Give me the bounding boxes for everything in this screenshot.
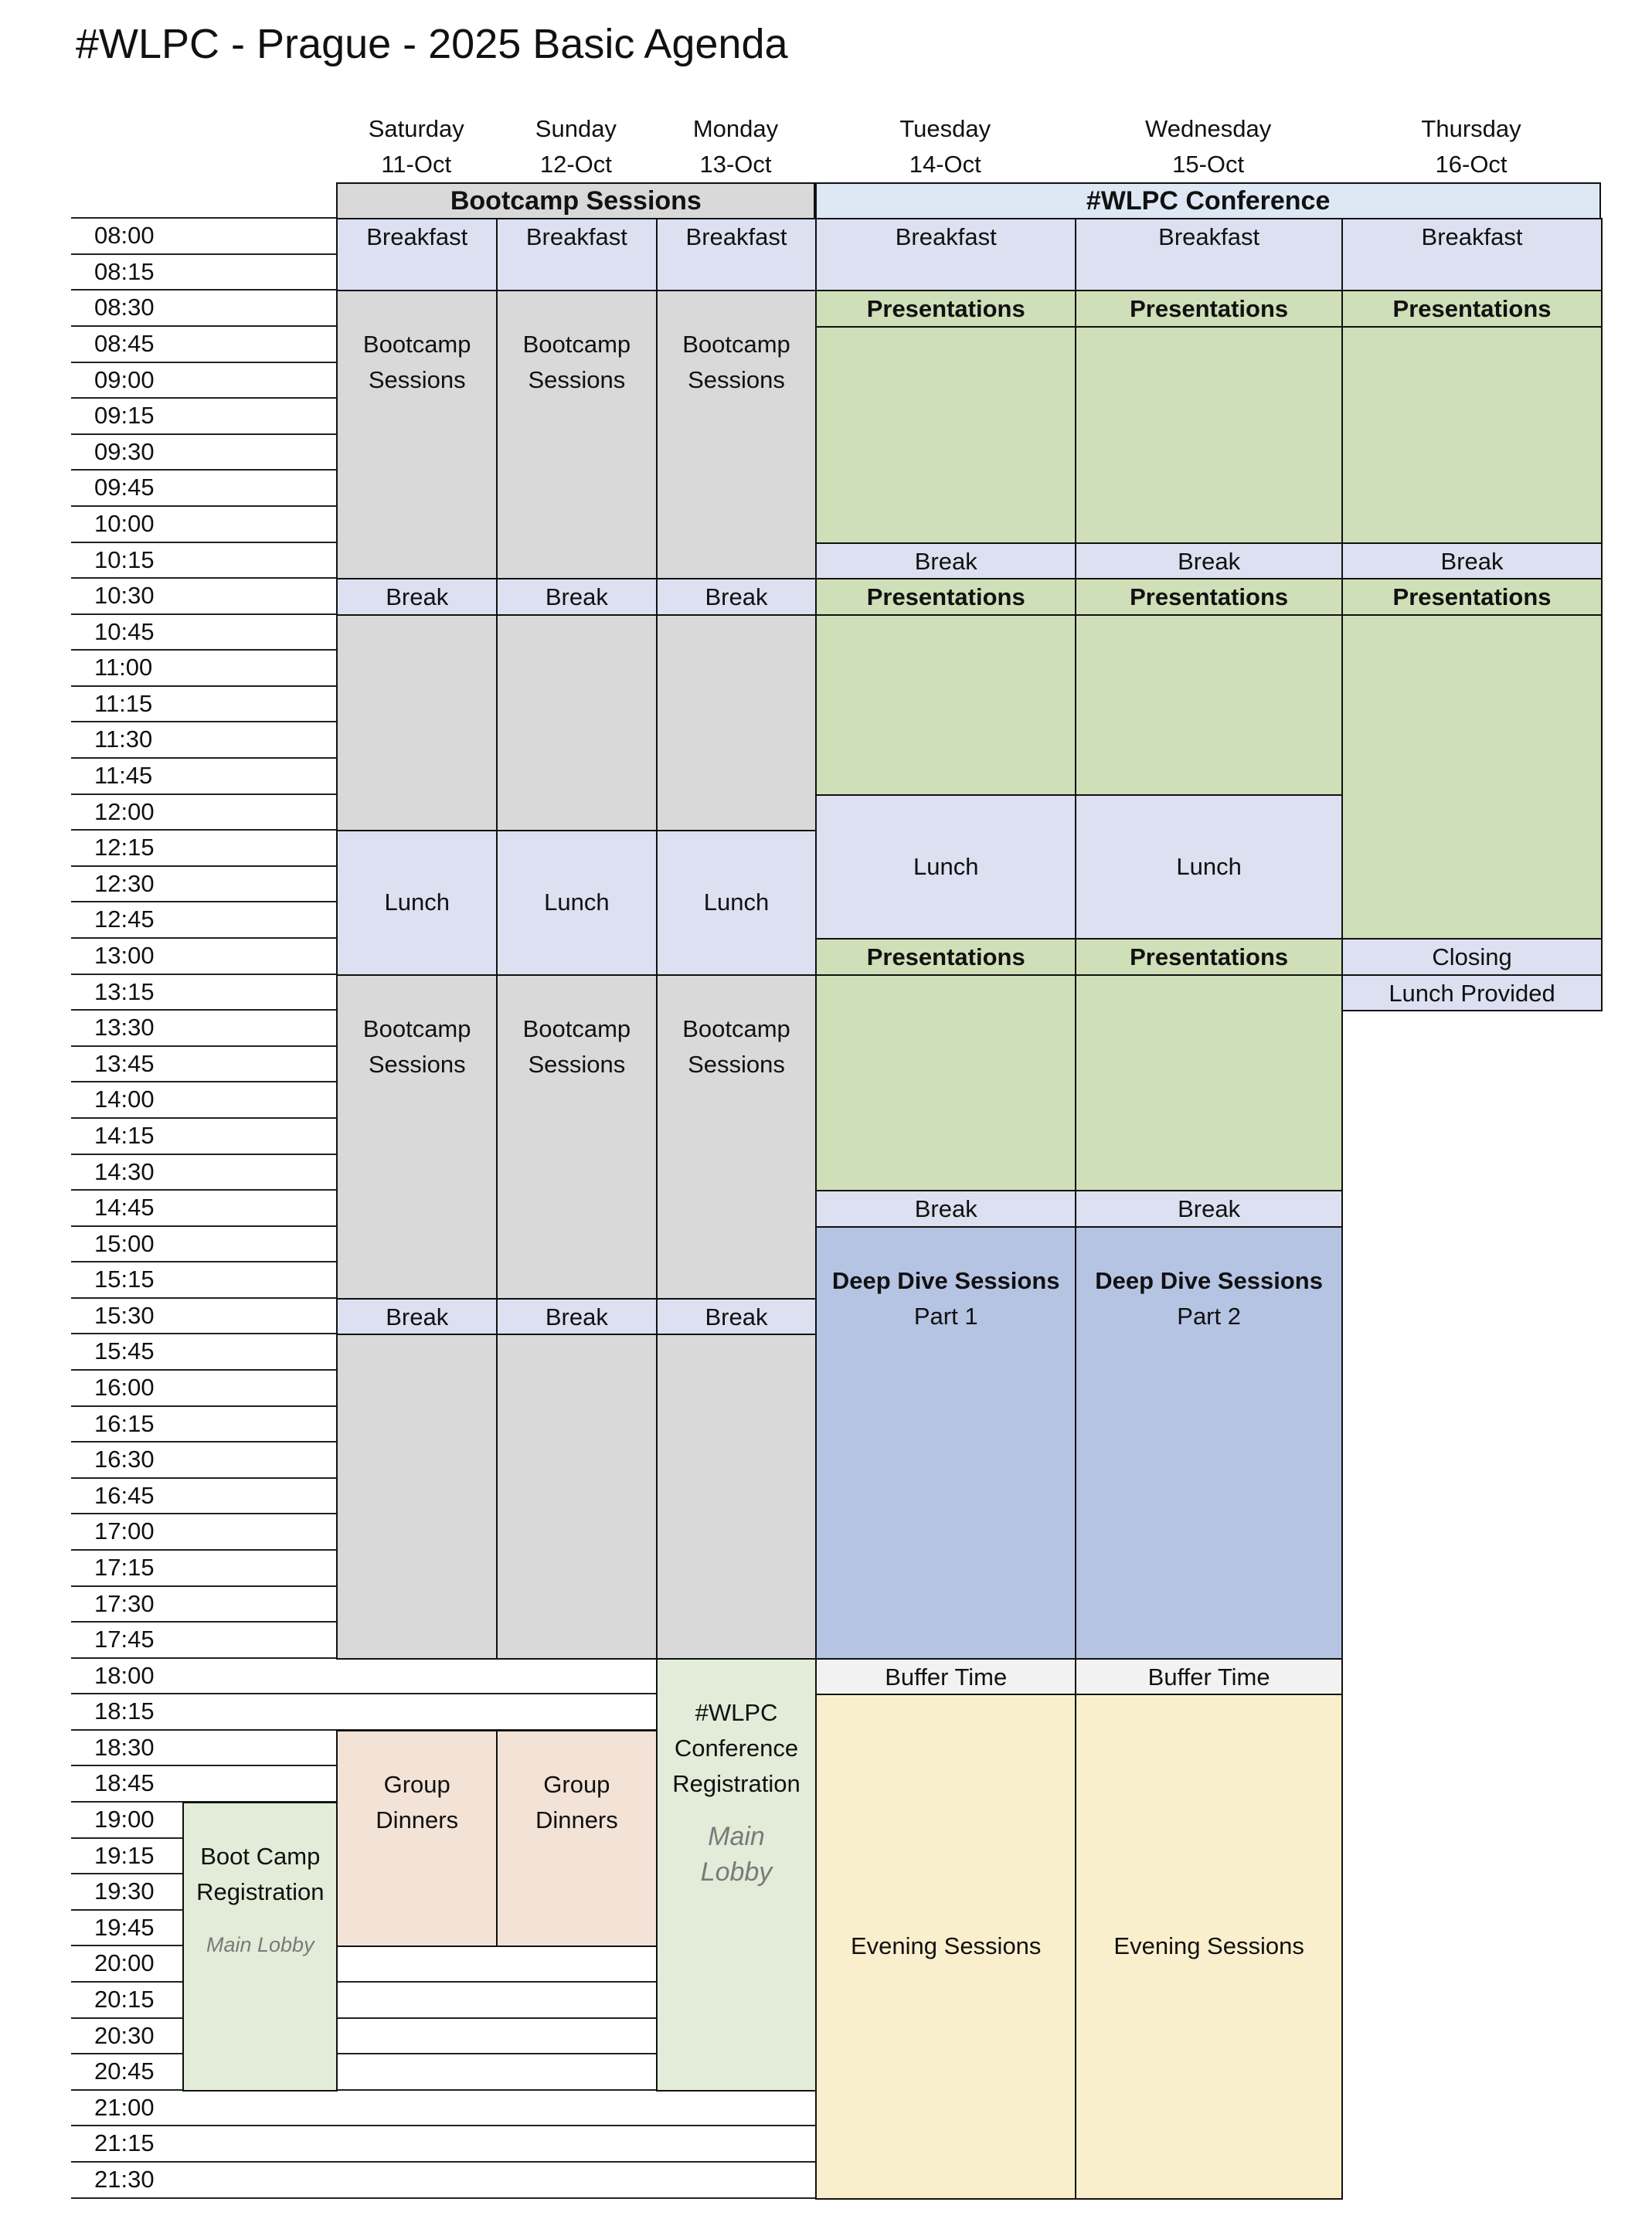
block-text: Break	[545, 583, 608, 611]
time-label: 17:45	[94, 1626, 155, 1653]
time-label: 20:15	[94, 1986, 155, 2013]
time-label: 20:00	[94, 1949, 155, 1977]
agenda-block	[815, 1190, 1076, 1228]
location-label	[701, 1819, 773, 1890]
block-text: Break	[1440, 547, 1504, 575]
time-label: 21:00	[94, 2093, 155, 2121]
time-label: 16:45	[94, 1481, 155, 1509]
agenda-block	[336, 290, 498, 579]
agenda-block	[656, 614, 818, 832]
agenda-block	[496, 290, 658, 579]
time-label: 11:45	[94, 762, 153, 790]
location-label	[206, 1927, 314, 1962]
day-header-name: Wednesday	[1145, 114, 1272, 142]
time-label: 15:15	[94, 1266, 155, 1293]
day-header-date: 14-Oct	[909, 151, 981, 178]
day-header-date: 12-Oct	[539, 151, 612, 178]
block-text: Buffer Time	[885, 1663, 1008, 1691]
time-label: 21:15	[94, 2129, 155, 2157]
block-text: Boot Camp	[200, 1843, 321, 1871]
time-label: 19:30	[94, 1877, 155, 1905]
row-divider	[71, 2125, 815, 2126]
time-label: 13:45	[94, 1049, 155, 1077]
block-text: Breakfast	[1158, 223, 1260, 251]
block-text: #WLPC	[695, 1698, 778, 1726]
block-text: Break	[914, 547, 977, 575]
block-text: Conference	[674, 1734, 799, 1762]
agenda-block	[336, 830, 498, 975]
day-header-name: Thursday	[1421, 114, 1521, 142]
time-label: 18:45	[94, 1769, 155, 1797]
block-text: Lunch	[913, 852, 979, 880]
time-label: 18:15	[94, 1697, 155, 1725]
time-label: 16:15	[94, 1409, 155, 1437]
time-label: 12:45	[94, 906, 155, 933]
day-header-date: 16-Oct	[1435, 151, 1508, 178]
day-header-date: 11-Oct	[381, 151, 452, 178]
agenda-block	[496, 1334, 658, 1659]
section-header-bootcamp: Bootcamp Sessions	[336, 182, 815, 219]
agenda-block	[1341, 218, 1603, 291]
agenda-block	[496, 1730, 658, 1948]
time-label: 16:00	[94, 1374, 155, 1402]
time-label: 10:30	[94, 582, 155, 610]
agenda-block	[815, 938, 1076, 976]
block-text: Group	[383, 1770, 450, 1798]
block-text: Presentations	[1130, 583, 1289, 611]
agenda-block	[815, 1694, 1076, 2199]
block-text: Presentations	[866, 295, 1025, 323]
block-text: Evening Sessions	[1113, 1932, 1304, 1960]
day-header-date: 13-Oct	[699, 151, 772, 178]
time-label: 13:30	[94, 1014, 155, 1042]
block-text: Dinners	[376, 1806, 459, 1833]
agenda-block	[656, 974, 818, 1300]
agenda-block	[815, 1658, 1076, 1696]
block-text: Sessions	[528, 366, 626, 394]
time-label: 19:15	[94, 1841, 155, 1869]
time-label: 13:15	[94, 977, 155, 1005]
block-text: Deep Dive Sessions	[831, 1266, 1060, 1294]
agenda-block	[496, 578, 658, 616]
location-text: Main Lobby	[206, 1933, 314, 1957]
agenda-block	[1075, 974, 1343, 1192]
agenda-block	[182, 1802, 338, 2092]
time-label: 15:30	[94, 1301, 155, 1329]
block-text: Presentations	[866, 943, 1025, 970]
block-text: Break	[705, 583, 768, 611]
agenda-block	[1075, 542, 1343, 580]
time-label: 10:00	[94, 509, 155, 537]
time-label: 14:15	[94, 1121, 155, 1149]
block-text: Registration	[196, 1878, 325, 1906]
time-label: 20:30	[94, 2021, 155, 2049]
location-text: Lobby	[700, 1857, 773, 1887]
time-label: 15:00	[94, 1229, 155, 1257]
agenda-block	[1075, 578, 1343, 616]
block-text: Sessions	[528, 1050, 626, 1078]
time-label: 13:00	[94, 942, 155, 969]
block-text: Presentations	[1130, 295, 1289, 323]
time-label: 21:30	[94, 2165, 155, 2193]
block-text: Sessions	[368, 1050, 466, 1078]
block-text: Group	[543, 1770, 610, 1798]
agenda-block	[496, 830, 658, 975]
agenda-block	[1341, 290, 1603, 328]
agenda-block	[1075, 794, 1343, 940]
agenda-block	[656, 578, 818, 616]
time-label: 09:30	[94, 437, 155, 465]
agenda-block	[656, 1658, 818, 2092]
time-label: 09:00	[94, 365, 155, 393]
time-label: 14:30	[94, 1157, 155, 1185]
block-text: Lunch	[1176, 852, 1242, 880]
block-text: Bootcamp	[362, 331, 471, 359]
day-header-name: Monday	[692, 114, 779, 142]
agenda-block	[1341, 614, 1603, 940]
agenda-block	[336, 218, 498, 291]
agenda-block	[656, 290, 818, 579]
block-text: Part 1	[913, 1302, 978, 1330]
time-label: 08:00	[94, 222, 155, 250]
time-label: 12:15	[94, 834, 155, 861]
time-label: 17:15	[94, 1553, 155, 1581]
time-label: 09:15	[94, 402, 155, 430]
block-text: Bootcamp	[522, 1014, 631, 1042]
block-text: Breakfast	[1421, 223, 1523, 251]
block-text: Break	[1178, 547, 1241, 575]
block-text: Part 2	[1177, 1302, 1241, 1330]
time-label: 12:30	[94, 869, 155, 897]
agenda-block	[815, 614, 1076, 796]
block-text: Presentations	[1130, 943, 1289, 970]
block-text: Sessions	[688, 366, 785, 394]
agenda-block	[496, 974, 658, 1300]
block-text: Bootcamp	[522, 331, 631, 359]
day-header-name: Sunday	[535, 114, 617, 142]
row-divider	[71, 217, 336, 219]
block-text: Breakfast	[895, 223, 997, 251]
agenda-block	[1341, 974, 1603, 1012]
agenda-block	[1075, 1658, 1343, 1696]
agenda-block	[1075, 326, 1343, 544]
row-divider	[71, 2197, 815, 2199]
time-label: 19:45	[94, 1913, 155, 1941]
block-text: Bootcamp	[362, 1014, 471, 1042]
time-label: 11:00	[94, 654, 153, 681]
block-text: Break	[386, 583, 449, 611]
block-text: Deep Dive Sessions	[1095, 1266, 1323, 1294]
block-text: Sessions	[688, 1050, 785, 1078]
agenda-block	[1341, 542, 1603, 580]
agenda-block	[336, 578, 498, 616]
time-label: 08:15	[94, 257, 155, 285]
agenda-block	[815, 1226, 1076, 1660]
day-header-date: 15-Oct	[1172, 151, 1245, 178]
time-label: 20:45	[94, 2058, 155, 2085]
block-text: Registration	[672, 1769, 801, 1797]
time-label: 17:30	[94, 1589, 155, 1617]
agenda-block	[496, 614, 658, 832]
agenda-block	[656, 218, 818, 291]
agenda-block	[815, 326, 1076, 544]
agenda-block	[1341, 938, 1603, 976]
time-label: 09:45	[94, 474, 155, 501]
block-text: Presentations	[1392, 583, 1552, 611]
agenda-block	[1075, 938, 1343, 976]
agenda-block	[336, 974, 498, 1300]
time-label: 17:00	[94, 1517, 155, 1545]
agenda-block	[336, 1298, 498, 1336]
agenda-block	[815, 218, 1076, 291]
agenda-block	[336, 1334, 498, 1659]
block-text: Closing	[1432, 943, 1512, 970]
block-text: Buffer Time	[1147, 1663, 1270, 1691]
agenda-block	[815, 290, 1076, 328]
block-text: Bootcamp	[682, 331, 790, 359]
agenda-block	[815, 542, 1076, 580]
agenda-block	[815, 578, 1076, 616]
block-text: Break	[705, 1303, 768, 1330]
row-divider	[71, 2161, 815, 2163]
agenda-block	[1075, 1694, 1343, 2199]
agenda-block	[1341, 326, 1603, 544]
location-text: Main	[708, 1821, 765, 1851]
block-text: Breakfast	[366, 223, 468, 251]
agenda-block	[496, 1298, 658, 1336]
block-text: Sessions	[368, 366, 466, 394]
agenda-block	[815, 974, 1076, 1192]
block-text: Breakfast	[525, 223, 627, 251]
time-label: 08:45	[94, 330, 155, 358]
agenda-block	[656, 1334, 818, 1659]
block-text: Break	[386, 1303, 449, 1330]
time-label: 10:45	[94, 617, 155, 645]
time-label: 10:15	[94, 545, 155, 573]
agenda-block	[336, 1730, 498, 1948]
time-label: 12:00	[94, 797, 155, 825]
block-text: Bootcamp	[682, 1014, 790, 1042]
section-header-conference: #WLPC Conference	[815, 182, 1601, 219]
time-label: 19:00	[94, 1806, 155, 1833]
block-text: Presentations	[1392, 295, 1552, 323]
time-label: 11:15	[94, 689, 153, 717]
day-header-name: Tuesday	[899, 114, 991, 142]
agenda-block	[656, 1298, 818, 1336]
day-header-name: Saturday	[368, 114, 464, 142]
agenda-block	[1075, 614, 1343, 796]
time-label: 08:30	[94, 294, 155, 321]
agenda-block	[1341, 578, 1603, 616]
block-text: Lunch	[703, 889, 770, 916]
time-label: 14:00	[94, 1086, 155, 1113]
block-text: Lunch	[544, 889, 610, 916]
agenda-block	[815, 794, 1076, 940]
agenda-block	[1075, 290, 1343, 328]
block-text: Lunch Provided	[1389, 979, 1555, 1007]
block-text: Breakfast	[685, 223, 787, 251]
block-text: Lunch	[384, 889, 450, 916]
time-label: 11:30	[94, 726, 153, 753]
time-label: 16:30	[94, 1446, 155, 1473]
block-text: Dinners	[535, 1806, 618, 1833]
time-label: 14:45	[94, 1194, 155, 1222]
agenda-block	[1075, 1190, 1343, 1228]
block-text: Break	[914, 1195, 977, 1223]
block-text: Presentations	[866, 583, 1025, 611]
agenda-block	[496, 218, 658, 291]
block-text: Break	[1178, 1195, 1241, 1223]
block-text: Evening Sessions	[851, 1932, 1042, 1960]
agenda-block	[656, 830, 818, 975]
time-label: 18:00	[94, 1661, 155, 1689]
page-title: #WLPC - Prague - 2025 Basic Agenda	[76, 21, 788, 67]
block-text: Break	[545, 1303, 608, 1330]
agenda-block	[1075, 218, 1343, 291]
agenda-block	[336, 614, 498, 832]
time-label: 18:30	[94, 1733, 155, 1761]
agenda-block	[1075, 1226, 1343, 1660]
time-label: 15:45	[94, 1337, 155, 1365]
